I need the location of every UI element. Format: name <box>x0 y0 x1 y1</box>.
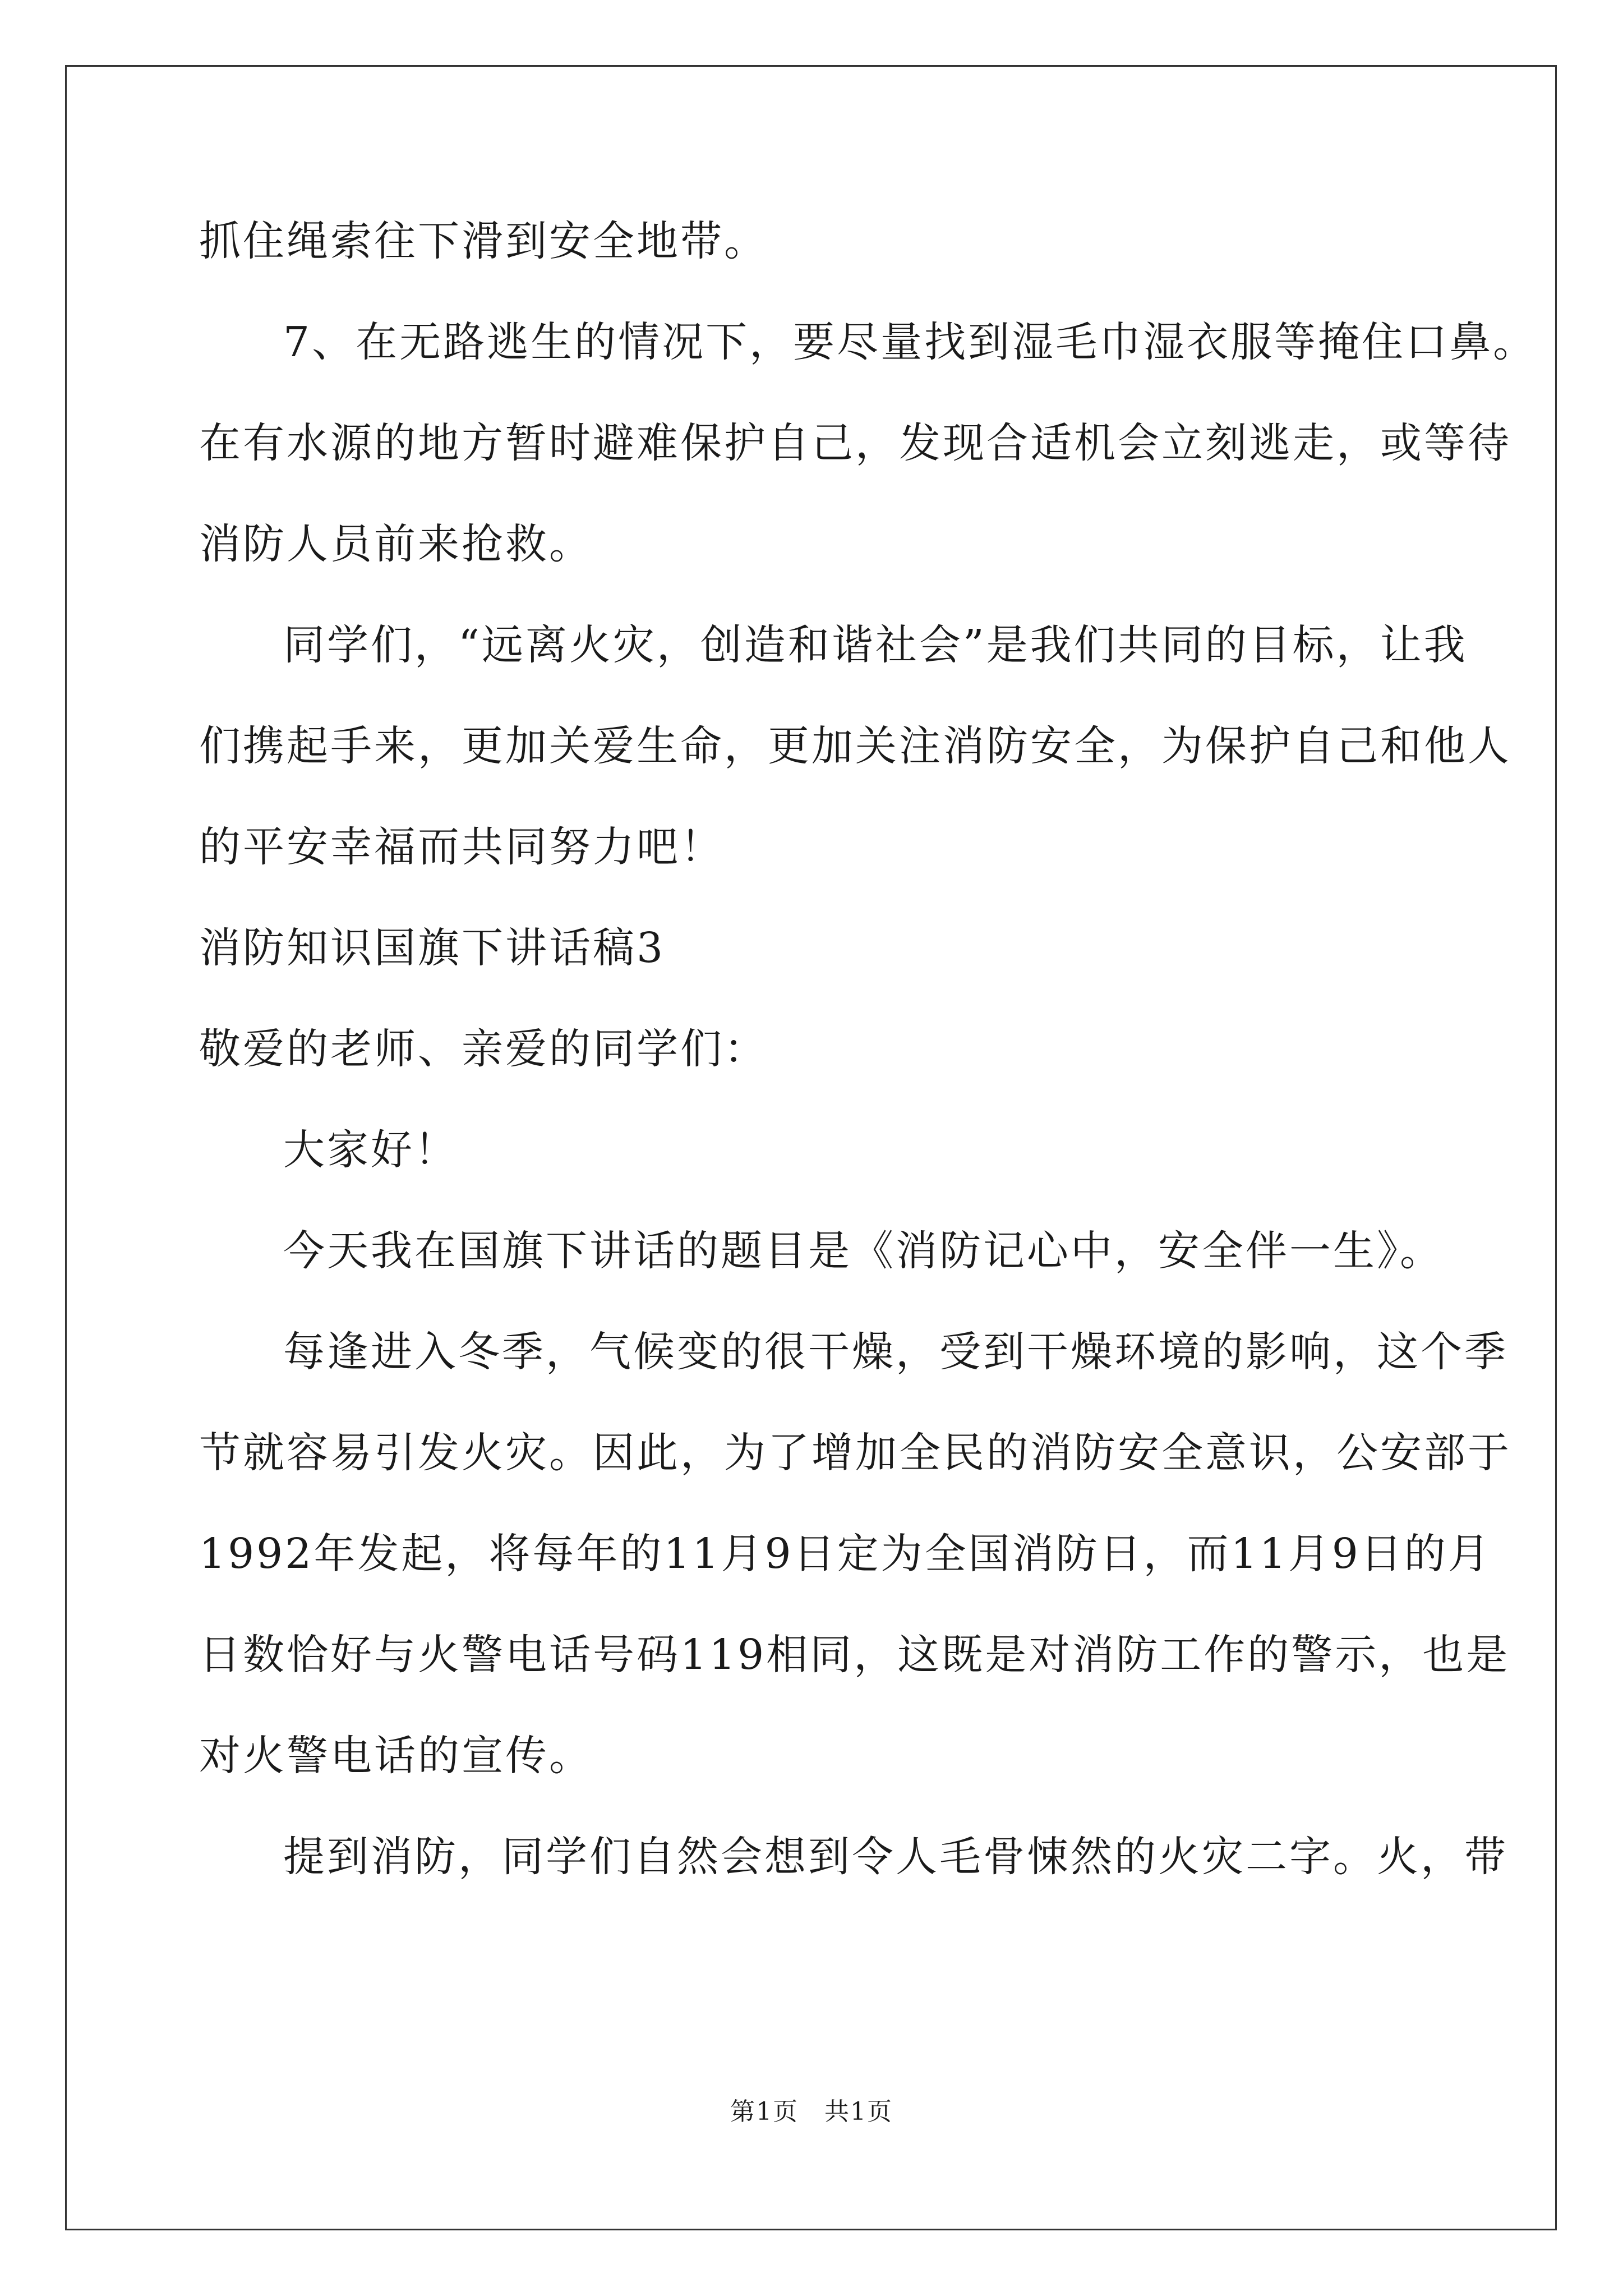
text-line: 今天我在国旗下讲话的题目是《消防记心中，安全伴一生》。 <box>283 1227 1444 1275</box>
text-line: 抓住绳索往下滑到安全地带。 <box>199 217 768 265</box>
text-line: 1992年发起，将每年的11月9日定为全国消防日，而11月9日的月 <box>199 1530 1492 1578</box>
text-line: 提到消防，同学们自然会想到令人毛骨悚然的火灾二字。火，带 <box>283 1833 1508 1881</box>
text-line: 日数恰好与火警电话号码119相同，这既是对消防工作的警示，也是 <box>199 1631 1510 1679</box>
text-line: 对火警电话的宣传。 <box>199 1732 593 1780</box>
text-line: 7、在无路逃生的情况下，要尽量找到湿毛巾湿衣服等掩住口鼻。 <box>283 318 1537 366</box>
text-line: 在有水源的地方暂时避难保护自己，发现合适机会立刻逃走，或等待 <box>199 419 1511 467</box>
text-line: 每逢进入冬季，气候变的很干燥，受到干燥环境的影响，这个季 <box>283 1328 1508 1376</box>
text-line: 节就容易引发火灾。因此，为了增加全民的消防安全意识，公安部于 <box>199 1429 1511 1477</box>
text-line: 的平安幸福而共同努力吧！ <box>199 823 724 871</box>
section-heading: 消防知识国旗下讲话稿3 <box>199 924 666 972</box>
page-footer: 第1页 共1页 <box>730 2097 893 2126</box>
salutation: 敬爱的老师、亲爱的同学们： <box>199 1025 768 1073</box>
text-line: 消防人员前来抢救。 <box>199 520 593 568</box>
greeting: 大家好！ <box>283 1126 458 1174</box>
text-line: 们携起手来，更加关爱生命，更加关注消防安全，为保护自己和他人 <box>199 722 1511 770</box>
text-line: 同学们，“远离火灾，创造和谐社会”是我们共同的目标，让我 <box>283 621 1468 669</box>
